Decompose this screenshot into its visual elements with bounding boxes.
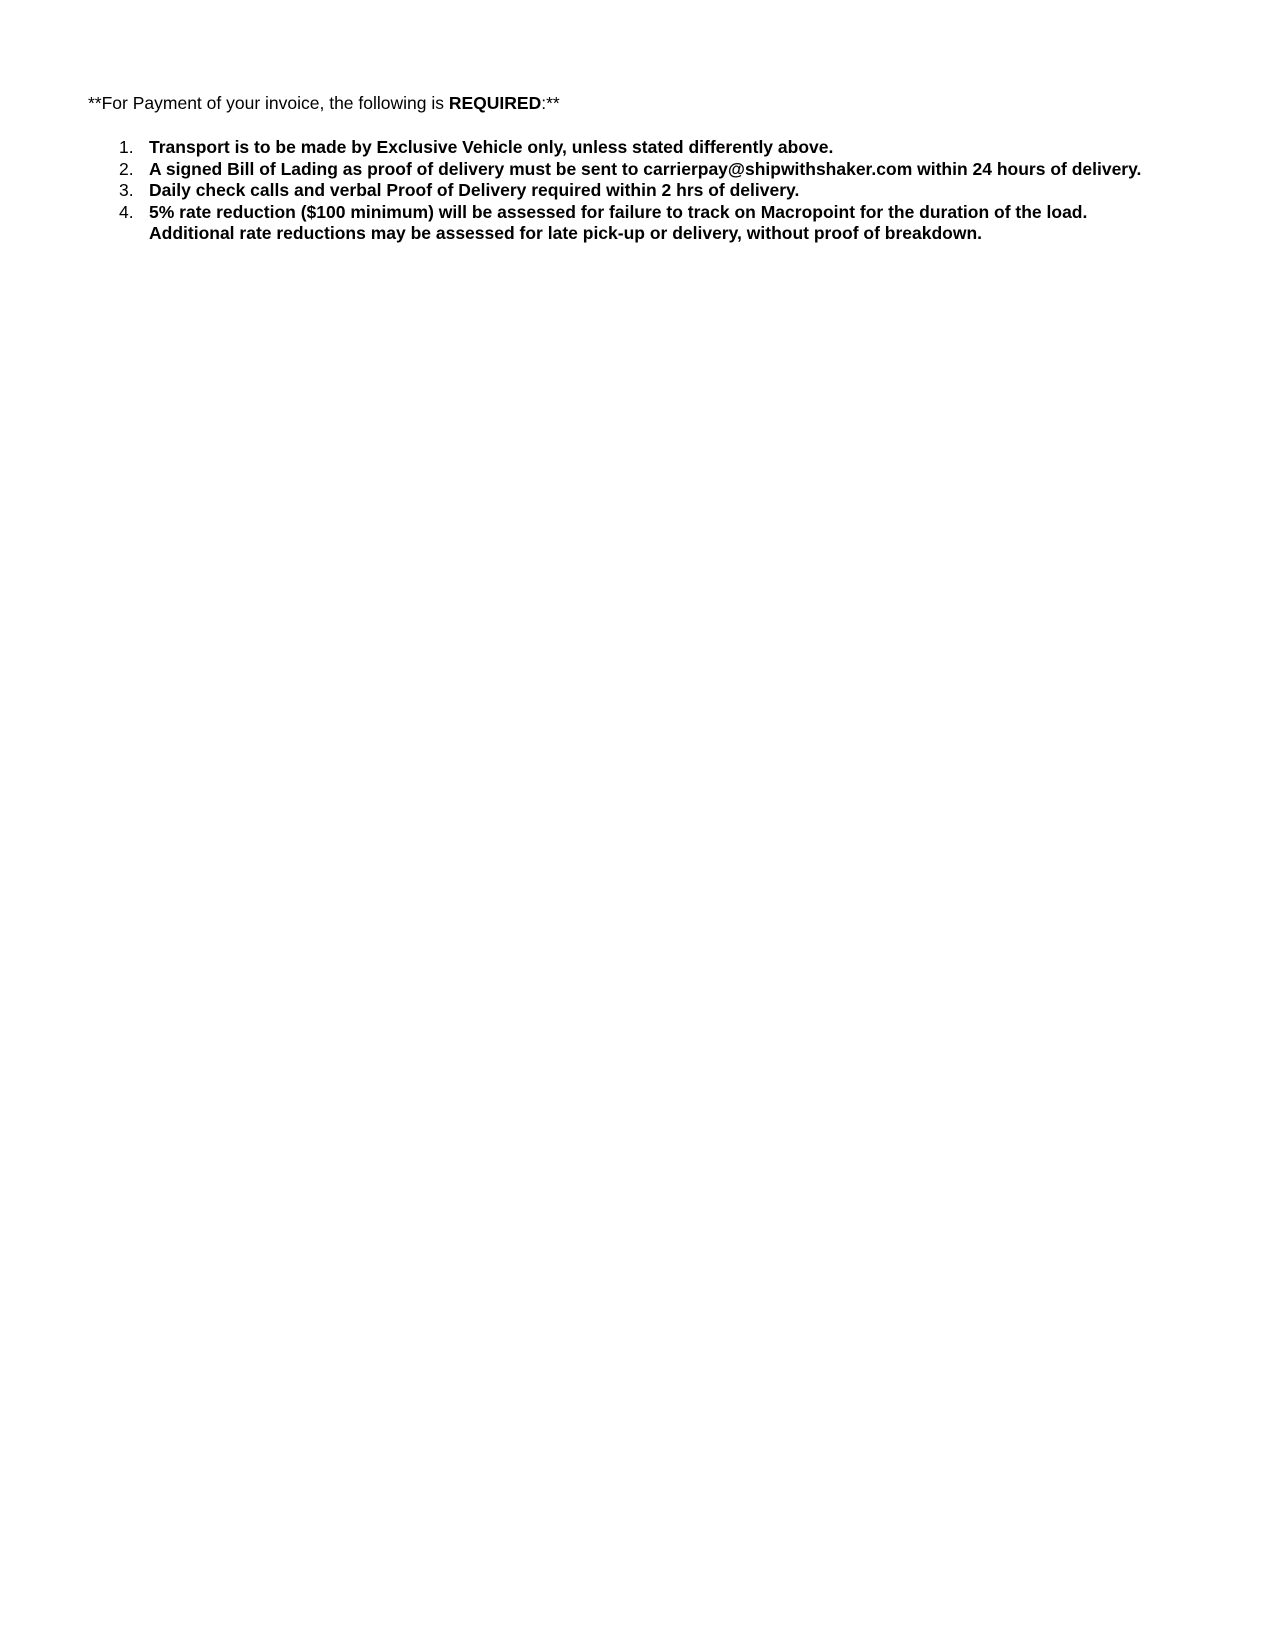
requirement-item <box>0 180 1159 202</box>
intro-suffix-text: :** <box>541 93 560 113</box>
intro-required-emphasis: REQUIRED <box>448 93 542 113</box>
requirement-text: A signed Bill of Lading as proof of delivery must be sent to carrierpay@shipwithshaker.com within 24 hours of delivery. <box>149 158 1142 179</box>
intro-prefix-text: **For Payment of your invoice, the following is <box>88 93 449 113</box>
requirement-number: 3. <box>119 180 134 200</box>
requirement-text: 5% rate reduction ($100 minimum) will be assessed for failure to track on Macropoint for the duration of the load. Additional rate reductions may be assessed for late pick-up or delivery, without proof of breakdown. <box>149 201 1088 243</box>
requirement-item <box>0 202 1159 245</box>
requirement-number: 2. <box>119 158 134 179</box>
requirement-text: Transport is to be made by Exclusive Vehicle only, unless stated differently above. <box>149 137 834 157</box>
requirements-list <box>0 137 1275 245</box>
requirement-item <box>0 159 1159 181</box>
requirement-number: 4. <box>119 201 134 222</box>
requirement-text: Daily check calls and verbal Proof of Delivery required within 2 hrs of delivery. <box>149 180 800 200</box>
payment-requirements-intro <box>88 92 560 114</box>
requirement-item <box>0 137 1159 159</box>
requirement-number: 1. <box>119 137 134 157</box>
